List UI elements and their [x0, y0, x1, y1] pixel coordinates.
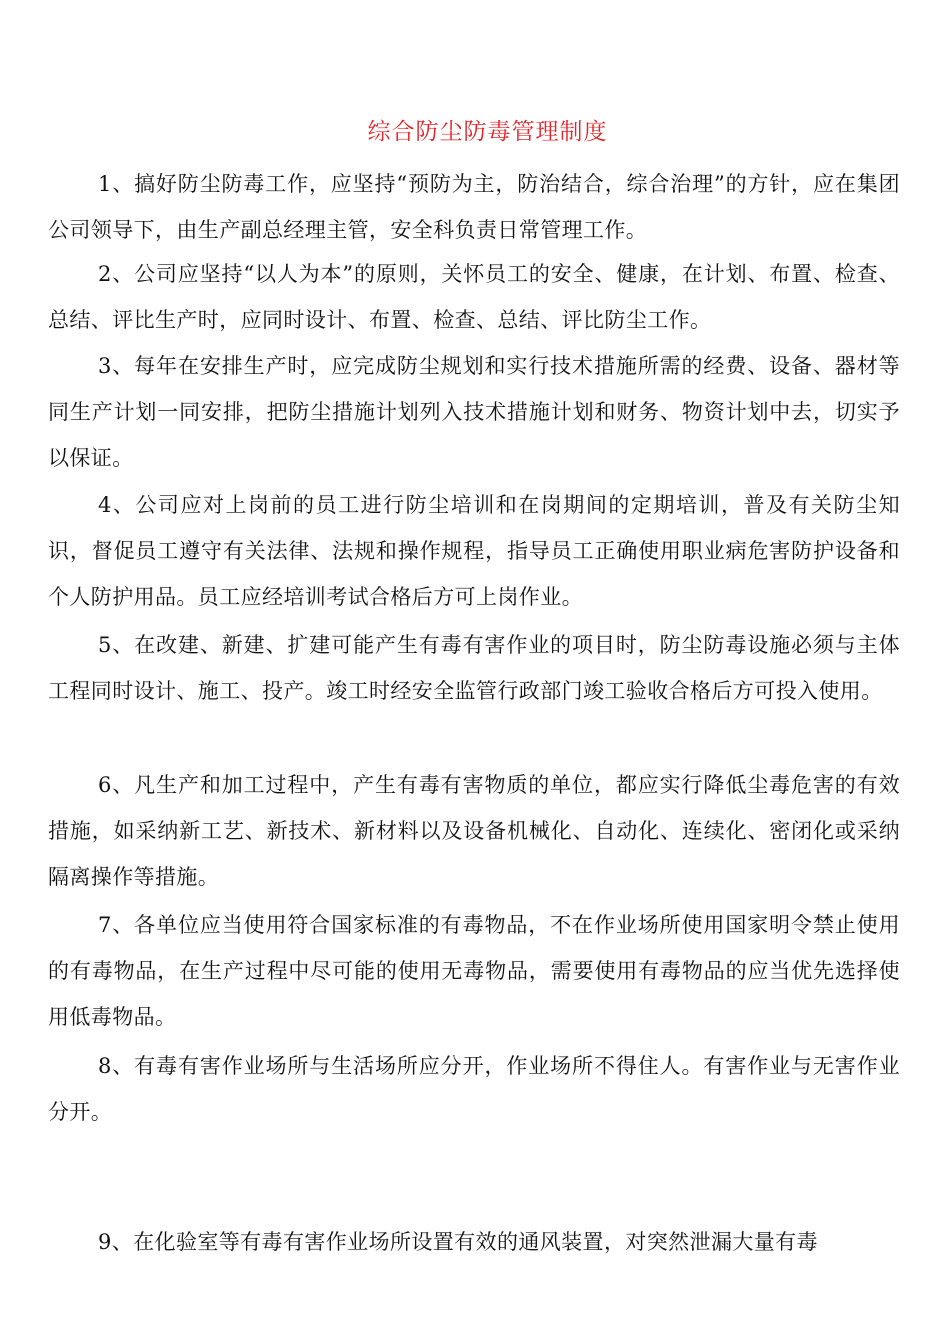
paragraph-4: 4、公司应对上岗前的员工进行防尘培训和在岗期间的定期培训，普及有关防尘知识，督促员工遵守有关法律、法规和操作规程，指导员工正确使用职业病危害防护设备和个人防护用品。员工应经培训考试合格后方可上岗作业。: [48, 493, 900, 609]
paragraph-8: 8、有毒有害作业场所与生活场所应分开，作业场所不得住人。有害作业与无害作业分开。: [48, 1054, 900, 1124]
paragraph-1: 1、搞好防尘防毒工作，应坚持“预防为主，防治结合，综合治理”的方针，应在集团公司领导下，由生产副总经理主管，安全科负责日常管理工作。: [48, 172, 900, 242]
paragraph-2: 2、公司应坚持“以人为本”的原则，关怀员工的安全、健康，在计划、布置、检查、总结、评比生产时，应同时设计、布置、检查、总结、评比防尘工作。: [48, 262, 900, 332]
paragraph-3: 3、每年在安排生产时，应完成防尘规划和实行技术措施所需的经费、设备、器材等同生产计划一同安排，把防尘措施计划列入技术措施计划和财务、物资计划中去，切实予以保证。: [48, 354, 900, 470]
paragraph-6: 6、凡生产和加工过程中，产生有毒有害物质的单位，都应实行降低尘毒危害的有效措施，如采纳新工艺、新技术、新材料以及设备机械化、自动化、连续化、密闭化或采纳隔离操作等措施。: [48, 773, 900, 889]
paragraph-7: 7、各单位应当使用符合国家标准的有毒物品，不在作业场所使用国家明令禁止使用的有毒物品，在生产过程中尽可能的使用无毒物品，需要使用有毒物品的应当优先选择使用低毒物品。: [48, 913, 900, 1029]
paragraph-9: 9、在化验室等有毒有害作业场所设置有效的通风装置，对突然泄漏大量有毒: [98, 1230, 818, 1254]
document-title: 综合防尘防毒管理制度: [367, 119, 608, 145]
paragraph-5: 5、在改建、新建、扩建可能产生有毒有害作业的项目时，防尘防毒设施必须与主体工程同时设计、施工、投产。竣工时经安全监管行政部门竣工验收合格后方可投入使用。: [48, 633, 900, 703]
